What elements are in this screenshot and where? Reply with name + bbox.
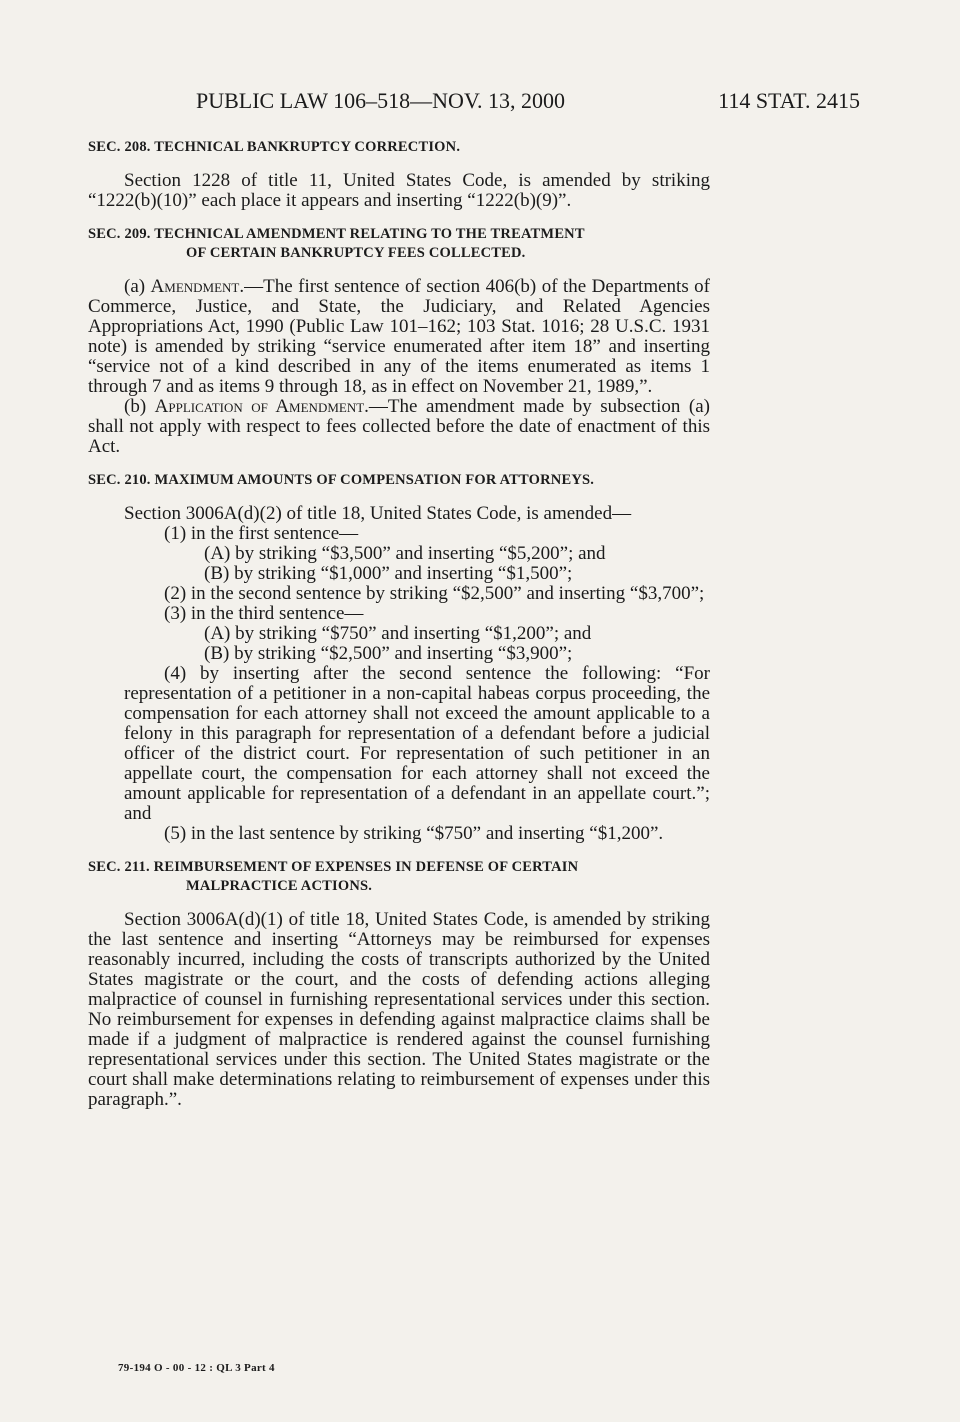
- section-211-heading: [88, 858, 710, 896]
- section-208-heading: SEC. 208. TECHNICAL BANKRUPTCY CORRECTION.: [88, 139, 461, 155]
- section-209-heading: [88, 225, 710, 263]
- section-210-para-1a: (A) by striking “$3,500” and inserting “$5,200”; and: [204, 543, 606, 564]
- section-210-para-2: (2) in the second sentence by striking “$2,500” and inserting “$3,700”;: [164, 583, 705, 604]
- law-title: PUBLIC LAW 106–518—NOV. 13, 2000: [196, 88, 565, 113]
- page-header: [88, 88, 860, 118]
- subsection-b-title: Application of Amendment: [154, 396, 365, 417]
- subsection-b-label: (b): [124, 396, 155, 417]
- section-208-body: Section 1228 of title 11, United States Code, is amended by striking “1222(b)(10)” each place it appears and inserting “1222(b)(9)”.: [88, 170, 710, 211]
- subsection-a-title: Amendment: [150, 276, 240, 297]
- statute-page-number: 114 STAT. 2415: [718, 88, 860, 113]
- section-209-subsection-b: [88, 397, 710, 457]
- section-211-heading-line1: SEC. 211. REIMBURSEMENT OF EXPENSES IN DEFENSE OF CERTAIN: [88, 859, 579, 875]
- section-210-para-3: (3) in the third sentence—: [164, 603, 364, 624]
- subsection-a-text: .—The first sentence of section 406(b) of the Departments of Commerce, Justice, and State, the Judiciary, and Related Agencies Appropriations Act, 1990 (Public Law 101–162; 103 Stat. 1016; 28 U.S.C. 1931 note) is amended by striking “service enumerated after item 18” and inserting “service not of a kind described in any of the items enumerated as items 1 through 7 and as items 9 through 18, as in effect on November 21, 1989,”.: [88, 276, 710, 397]
- section-210-para-3b: (B) by striking “$2,500” and inserting “$3,900”;: [204, 643, 573, 664]
- page-content: [88, 138, 710, 1110]
- section-210-para-3a: (A) by striking “$750” and inserting “$1,200”; and: [204, 623, 592, 644]
- print-job-footer: 79-194 O - 00 - 12 : QL 3 Part 4: [118, 1362, 275, 1374]
- subsection-b-text: .—The amendment made by subsection (a) shall not apply with respect to fees collected before the date of enactment of this Act.: [88, 396, 711, 457]
- section-210-para-1b: (B) by striking “$1,000” and inserting “$1,500”;: [204, 563, 573, 584]
- section-210-para-5: (5) in the last sentence by striking “$750” and inserting “$1,200”.: [164, 823, 664, 844]
- section-209-heading-line1: SEC. 209. TECHNICAL AMENDMENT RELATING TO THE TREATMENT: [88, 226, 585, 242]
- section-210-intro: Section 3006A(d)(2) of title 18, United States Code, is amended—: [124, 503, 632, 524]
- section-210-para-4: (4) by inserting after the second sentence the following: “For representation of a petitioner in a non-capital habeas corpus proceeding, the compensation for each attorney shall not exceed the amount applicable to a felony in this paragraph for representation of a defendant before a judicial officer of the district court. For representation of such petitioner in an appellate court, the compensation for each attorney shall not exceed the amount applicable for representation of a defendant in an appellate court.”; and: [124, 663, 710, 824]
- section-210-para-1: (1) in the first sentence—: [164, 523, 359, 544]
- section-211-body: Section 3006A(d)(1) of title 18, United States Code, is amended by striking the last sentence and inserting “Attorneys may be reimbursed for expenses reasonably incurred, including the costs of transcripts authorized by the United States magistrate or the court, and the costs of defending actions alleging malpractice of counsel in furnishing representational services under this section. No reimbursement for expenses in defending against malpractice claims shall be made if a judgment of malpractice is rendered against the counsel furnishing representational services under this section. The United States magistrate or the court shall make determinations relating to reimbursement of expenses under this paragraph.”.: [88, 909, 710, 1110]
- section-211-heading-line2: MALPRACTICE ACTIONS.: [186, 878, 373, 894]
- section-210-heading: SEC. 210. MAXIMUM AMOUNTS OF COMPENSATION FOR ATTORNEYS.: [88, 472, 595, 488]
- section-209-subsection-a: [88, 277, 710, 397]
- subsection-a-label: (a): [124, 276, 151, 297]
- section-209-heading-line2: OF CERTAIN BANKRUPTCY FEES COLLECTED.: [186, 245, 526, 261]
